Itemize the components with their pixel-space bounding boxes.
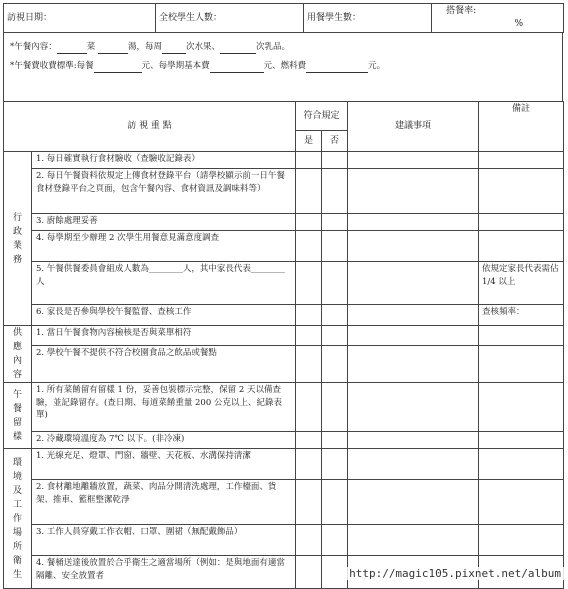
yes-checkbox-cell[interactable]: [296, 480, 322, 525]
yes-checkbox-cell[interactable]: [296, 262, 322, 305]
checklist-item: 4. 每學期至少辦理 2 次學生用餐意見滿意度調查: [32, 231, 296, 262]
category-label: 供應內容: [12, 328, 22, 380]
checklist-item: 2. 食材離地離牆放置，蔬菜、肉品分開清洗處理，工作檯面、貨架、推車、籃框整潔乾淨: [32, 480, 296, 525]
no-checkbox-cell[interactable]: [322, 152, 348, 169]
percent-sign: %: [514, 19, 523, 29]
yes-checkbox-cell[interactable]: [296, 556, 322, 589]
checklist-item: 2. 冷藏環境溫度為 7℃ 以下。(非冷凍): [32, 432, 296, 449]
table-row: [4, 383, 564, 432]
remarks-header: 備註: [479, 102, 564, 152]
visit-focus-header: 訪 視 重 點: [4, 102, 296, 152]
no-checkbox-cell[interactable]: [322, 346, 348, 383]
table-row: [4, 525, 564, 556]
info-cell: [4, 33, 563, 102]
yes-checkbox-cell[interactable]: [296, 169, 322, 214]
table-row: [4, 169, 564, 214]
checklist-item: 2. 每日午餐資料依規定上傳食材登錄平台（請學校顯示前一日午餐食材登錄平台之頁面，包含午餐內容、食材資訊及調味料等）: [32, 169, 296, 214]
suggestion-cell[interactable]: [348, 169, 479, 214]
table-row: [4, 480, 564, 525]
remark-cell: [479, 152, 564, 169]
yes-checkbox-cell[interactable]: [296, 326, 322, 346]
table-row: [4, 262, 564, 305]
table-row: [4, 449, 564, 480]
checklist-item: 5. 午餐供餐委員會組成人數為________人，其中家長代表________人: [32, 262, 296, 305]
no-checkbox-cell[interactable]: [322, 383, 348, 432]
remark-cell: 查核頻率：: [479, 305, 564, 326]
no-checkbox-cell[interactable]: [322, 556, 348, 589]
no-checkbox-cell[interactable]: [322, 449, 348, 480]
yes-checkbox-cell[interactable]: [296, 152, 322, 169]
remark-cell: [479, 449, 564, 480]
no-checkbox-cell[interactable]: [322, 231, 348, 262]
remark-cell: [479, 480, 564, 525]
checklist-item: 6. 家長是否參與學校午餐監督、查核工作: [32, 305, 296, 326]
compliance-header: 符合規定: [296, 102, 348, 131]
remark-cell: [479, 432, 564, 449]
no-checkbox-cell[interactable]: [322, 305, 348, 326]
category-label: 午餐留樣: [12, 389, 22, 442]
yes-header: 是: [296, 131, 322, 152]
meal-rate-cell: [432, 4, 564, 33]
table-row: [4, 152, 564, 169]
checklist-table: [3, 101, 564, 589]
total-students-label: 全校學生人數：: [156, 4, 304, 33]
suggestion-cell[interactable]: [348, 152, 479, 169]
category-cell: [4, 152, 32, 326]
suggestion-cell[interactable]: [348, 231, 479, 262]
yes-checkbox-cell[interactable]: [296, 346, 322, 383]
category-cell: [4, 383, 32, 449]
suggestion-cell[interactable]: [348, 326, 479, 346]
no-checkbox-cell[interactable]: [322, 326, 348, 346]
remark-cell: 依規定家長代表需佔 1/4 以上: [479, 262, 564, 305]
no-checkbox-cell[interactable]: [322, 525, 348, 556]
suggestion-cell[interactable]: [348, 262, 479, 305]
meal-rate-label: 搭餐率:: [446, 6, 477, 16]
watermark-url: http://magic105.pixnet.net/album: [346, 567, 564, 580]
suggestion-cell[interactable]: [348, 214, 479, 231]
suggestion-cell[interactable]: [348, 449, 479, 480]
remark-cell: [479, 326, 564, 346]
category-cell: [4, 449, 32, 589]
category-cell: [4, 326, 32, 383]
suggestion-cell[interactable]: [348, 305, 479, 326]
no-checkbox-cell[interactable]: [322, 432, 348, 449]
menu-line: *午餐內容： 菜 湯，每周 次水果、 次乳品。: [10, 42, 291, 52]
inspection-form: [3, 3, 563, 589]
no-checkbox-cell[interactable]: [322, 214, 348, 231]
category-label: 行政業務: [12, 212, 22, 265]
suggestion-cell[interactable]: [348, 480, 479, 525]
remark-cell: [479, 346, 564, 383]
yes-checkbox-cell[interactable]: [296, 432, 322, 449]
remark-cell: [479, 169, 564, 214]
yes-checkbox-cell[interactable]: [296, 525, 322, 556]
checklist-item: 1. 當日午餐食物內容檢核是否與菜單相符: [32, 326, 296, 346]
table-row: [4, 305, 564, 326]
remark-cell: [479, 525, 564, 556]
checklist-item: 3. 工作人員穿戴工作衣帽、口罩、圍裙（無配戴飾品）: [32, 525, 296, 556]
suggestion-header: 建議事項: [348, 102, 479, 152]
yes-checkbox-cell[interactable]: [296, 305, 322, 326]
remark-cell: [479, 231, 564, 262]
table-row: [4, 432, 564, 449]
suggestion-cell[interactable]: [348, 432, 479, 449]
visit-date-label: 訪視日期：: [4, 4, 156, 33]
checklist-body: [4, 152, 564, 589]
checklist-item: 3. 廚餘處理妥善: [32, 214, 296, 231]
suggestion-cell[interactable]: [348, 525, 479, 556]
info-table: [3, 32, 563, 102]
no-checkbox-cell[interactable]: [322, 169, 348, 214]
remark-cell: [479, 383, 564, 432]
header-table: [3, 3, 564, 33]
checklist-item: 4. 餐桶送達後放置於合乎衛生之適當場所（例如：是與地面有適當隔離、安全放置者: [32, 556, 296, 589]
checklist-item: 2. 學校午餐不提供不符合校園食品之飲品或餐點: [32, 346, 296, 383]
category-label: 環境及工作場所衛生: [12, 457, 22, 580]
yes-checkbox-cell[interactable]: [296, 449, 322, 480]
remark-cell: [479, 214, 564, 231]
fee-line: *午餐費收費標準:每餐 元、每學期基本費 元、燃料費 元。: [10, 61, 386, 71]
suggestion-cell[interactable]: [348, 346, 479, 383]
yes-checkbox-cell[interactable]: [296, 214, 322, 231]
no-header: 否: [322, 131, 348, 152]
suggestion-cell[interactable]: [348, 383, 479, 432]
checklist-item: 1. 所有菜餚留有留樣 1 份，妥善包裝標示完整，保留 2 天以備查驗，並記錄留存。(查日期、每道菜餚重量 200 公克以上、紀錄表單): [32, 383, 296, 432]
yes-checkbox-cell[interactable]: [296, 231, 322, 262]
table-row: [4, 326, 564, 346]
checklist-item: 1. 光線充足、燈罩、門窗、牆壁、天花板、水溝保持清潔: [32, 449, 296, 480]
no-checkbox-cell[interactable]: [322, 262, 348, 305]
no-checkbox-cell[interactable]: [322, 480, 348, 525]
table-row: [4, 214, 564, 231]
checklist-item: 1. 每日確實執行食材驗收（查驗收記錄表）: [32, 152, 296, 169]
meal-students-label: 用餐學生數：: [304, 4, 432, 33]
table-row: [4, 346, 564, 383]
table-row: [4, 231, 564, 262]
yes-checkbox-cell[interactable]: [296, 383, 322, 432]
